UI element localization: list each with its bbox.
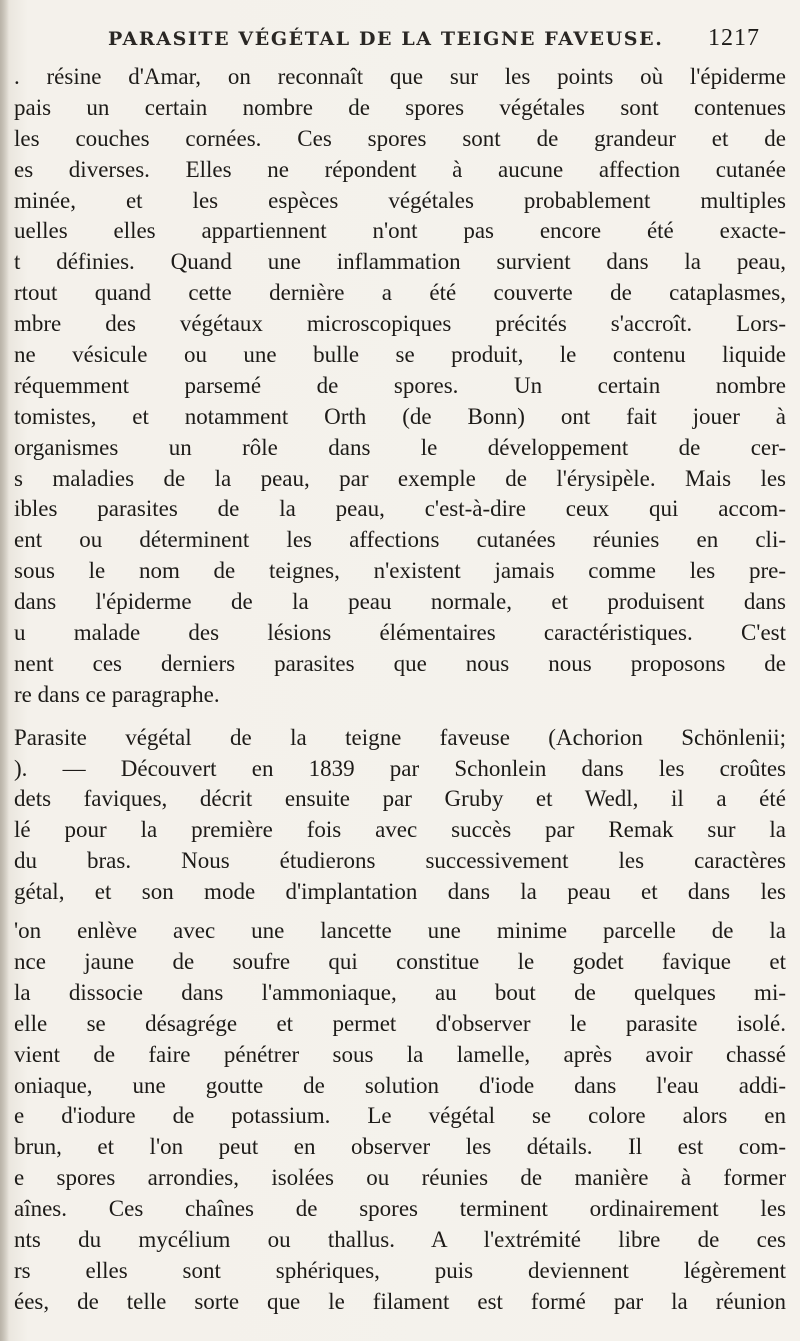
text-line: brun, et l'on peut en observer les détails. Il est com-	[14, 1134, 786, 1160]
text-line: ées, de telle sorte que le filament est formé par la réunion	[14, 1288, 786, 1314]
text-line: minée, et les espèces végétales probablement multiples	[14, 187, 786, 213]
binding-shadow	[0, 0, 9, 1341]
text-line: uelles elles appartiennent n'ont pas encore été exacte-	[14, 218, 786, 244]
text-line: réquemment parsemé de spores. Un certain nombre	[14, 372, 786, 398]
text-line: nent ces derniers parasites que nous nous proposons de	[14, 650, 786, 676]
text-line: oniaque, une goutte de solution d'iode dans l'eau addi-	[14, 1072, 786, 1098]
paragraph-gap	[14, 711, 786, 723]
text-line: ent ou déterminent les affections cutanées réunies en cli-	[14, 527, 786, 553]
text-line: e d'iodure de potassium. Le végétal se colore alors en	[14, 1103, 786, 1129]
text-line: mbre des végétaux microscopiques précités s'accroît. Lors-	[14, 311, 786, 337]
text-line: sous le nom de teignes, n'existent jamais comme les pre-	[14, 558, 786, 584]
text-line: e spores arrondies, isolées ou réunies de manière à former	[14, 1165, 786, 1191]
text-line: . résine d'Amar, on reconnaît que sur les points où l'épiderme	[14, 64, 786, 89]
text-line: tomistes, et notamment Orth (de Bonn) ont fait jouer à	[14, 403, 786, 429]
text-line: rs elles sont sphériques, puis deviennent légèrement	[14, 1257, 786, 1283]
text-line: dets faviques, décrit ensuite par Gruby et Wedl, il a été	[14, 786, 786, 812]
text-line: gétal, et son mode d'implantation dans la peau et dans les	[14, 879, 786, 905]
text-line: rtout quand cette dernière a été couverte de cataplasmes,	[14, 280, 786, 306]
text-line: les couches cornées. Ces spores sont de grandeur et de	[14, 125, 786, 151]
paragraph-gap	[14, 908, 786, 916]
text-line: nce jaune de soufre qui constitue le godet favique et	[14, 948, 786, 974]
text-line: 'on enlève avec une lancette une minime parcelle de la	[14, 918, 786, 944]
paragraph-intro	[14, 62, 786, 711]
text-line: ne vésicule ou une bulle se produit, le contenu liquide	[14, 342, 786, 368]
paragraph-achorion	[14, 723, 786, 908]
text-line: la dissocie dans l'ammoniaque, au bout de quelques mi-	[14, 979, 786, 1005]
page-number: 1217	[708, 25, 760, 51]
text-line: vient de faire pénétrer sous la lamelle, après avoir chassé	[14, 1041, 786, 1067]
text-line: ). — Découvert en 1839 par Schonlein dans les croûtes	[14, 755, 786, 781]
section-heading-line: Parasite végétal de la teigne faveuse (Achorion Schönlenii;	[14, 724, 786, 750]
text-line: u malade des lésions élémentaires caractéristiques. C'est	[14, 620, 786, 646]
text-line: lé pour la première fois avec succès par Remak sur la	[14, 817, 786, 843]
body-text	[14, 62, 786, 1318]
text-line: aînes. Ces chaînes de spores terminent ordinairement les	[14, 1196, 786, 1222]
running-head: PARASITE VÉGÉTAL DE LA TEIGNE FAVEUSE.	[108, 28, 664, 50]
text-line: ibles parasites de la peau, c'est-à-dire ceux qui accom-	[14, 496, 786, 522]
text-line: t définies. Quand une inflammation survient dans la peau,	[14, 249, 786, 275]
text-line: du bras. Nous étudierons successivement les caractères	[14, 848, 786, 874]
text-line: es diverses. Elles ne répondent à aucune affection cutanée	[14, 156, 786, 182]
text-line: re dans ce paragraphe.	[14, 681, 220, 707]
text-line: nts du mycélium ou thallus. A l'extrémité libre de ces	[14, 1226, 786, 1252]
text-line: organismes un rôle dans le développement de cer-	[14, 434, 786, 460]
text-line: dans l'épiderme de la peau normale, et produisent dans	[14, 589, 786, 615]
paragraph-observation	[14, 916, 786, 1318]
text-line: elle se désagrége et permet d'observer le parasite isolé.	[14, 1010, 786, 1036]
text-line: pais un certain nombre de spores végétales sont contenues	[14, 94, 786, 120]
text-line: s maladies de la peau, par exemple de l'érysipèle. Mais les	[14, 465, 786, 491]
